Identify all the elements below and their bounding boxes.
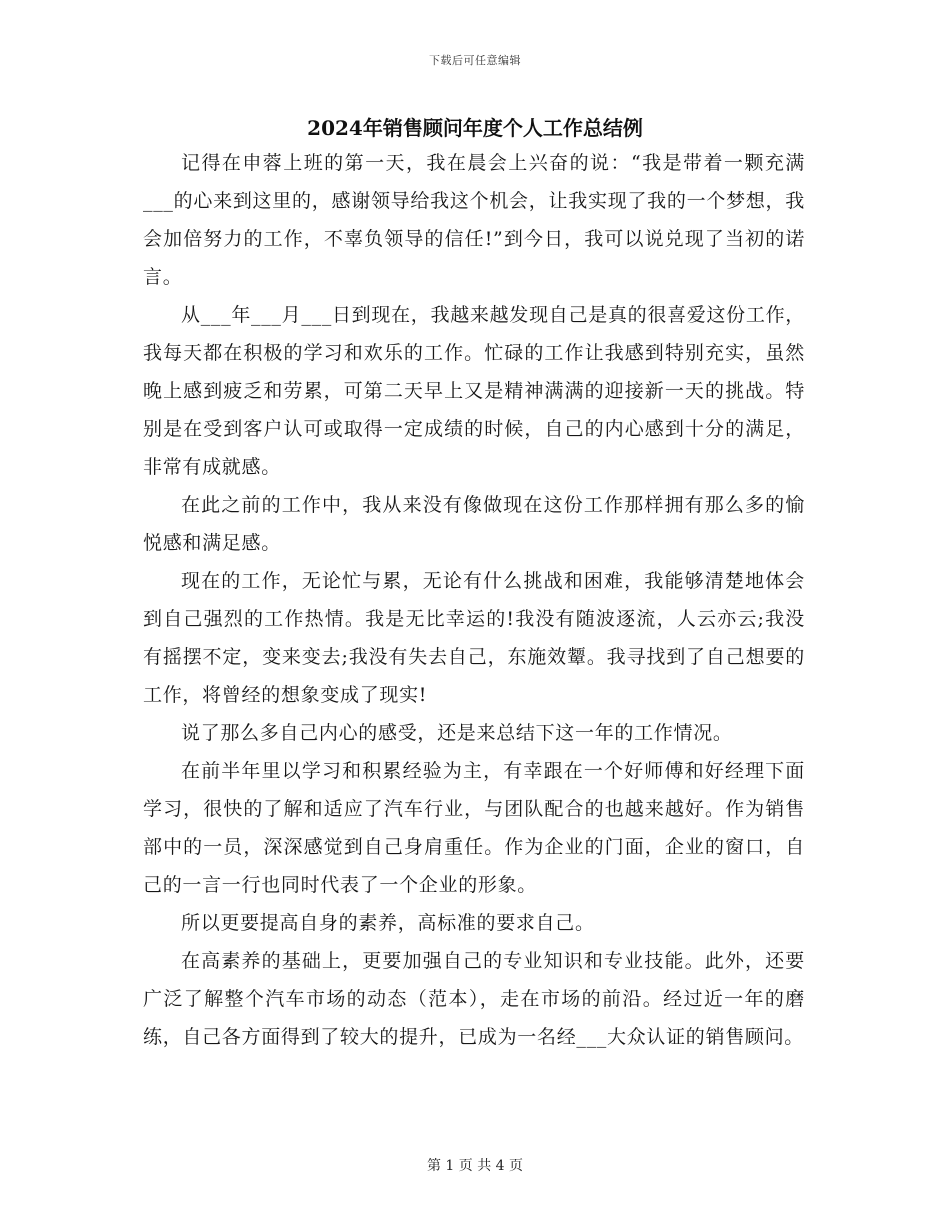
paragraph: 说了那么多自己内心的感受，还是来总结下这一年的工作情况。: [181, 722, 733, 744]
paragraph: 在前半年里以学习和积累经验为主，有幸跟在一个好师傅和好经理下面学习，很快的了解和适应了汽车行业，与团队配合的也越来越好。作为销售部中的一员，深深感觉到自己身肩重任。作为企业的门面，企业的窗口，自己的一言一行也同时代表了一个企业的形象。: [143, 760, 805, 896]
page-number: 第 1 页 共 4 页: [426, 1158, 524, 1174]
page-header-note: 下载后可任意编辑: [429, 54, 521, 67]
paragraph: 从___年___月___日到现在，我越来越发现自己是真的很喜爱这份工作，我每天都在积极的学习和欢乐的工作。忙碌的工作让我感到特别充实，虽然晚上感到疲乏和劳累，可第二天早上又是精神满满的迎接新一天的挑战。特别是在受到客户认可或取得一定成绩的时候，自己的内心感到十分的满足，非常有成就感。: [143, 304, 805, 478]
document-body: [143, 144, 805, 1056]
paragraph: 所以更要提高自身的素养，高标准的要求自己。: [181, 912, 595, 934]
paragraph: 记得在申蓉上班的第一天，我在晨会上兴奋的说：“我是带着一颗充满___的心来到这里的，感谢领导给我这个机会，让我实现了我的一个梦想，我会加倍努力的工作，不辜负领导的信任!”到今日，我可以说兑现了当初的诺言。: [143, 152, 805, 288]
paragraph: 现在的工作，无论忙与累，无论有什么挑战和困难，我能够清楚地体会到自己强烈的工作热情。我是无比幸运的!我没有随波逐流，人云亦云;我没有摇摆不定，变来变去;我没有失去自己，东施效颦。我寻找到了自己想要的工作，将曾经的想象变成了现实!: [143, 570, 805, 706]
paragraph: 在高素养的基础上，更要加强自己的专业知识和专业技能。此外，还要广泛了解整个汽车市场的动态（范本），走在市场的前沿。经过近一年的磨练，自己各方面得到了较大的提升，已成为一名经___大众认证的销售顾问。: [143, 950, 805, 1048]
document-title: 2024年销售顾问年度个人工作总结例: [307, 116, 643, 140]
paragraph: 在此之前的工作中，我从来没有像做现在这份工作那样拥有那么多的愉悦感和满足感。: [143, 494, 805, 554]
